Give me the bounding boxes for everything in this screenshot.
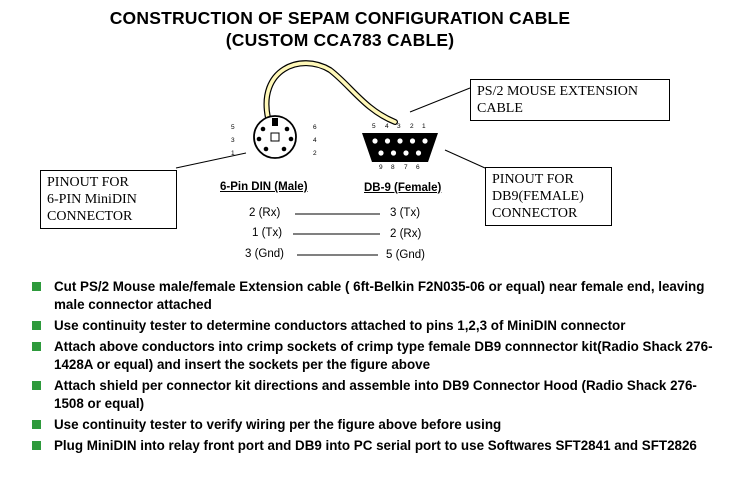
minidin-pin-label: 3 [231,137,235,144]
callout-line: 6-PIN MiniDIN [47,192,137,207]
instruction-text: Cut PS/2 Mouse male/female Extension cable ( 6ft-Belkin F2N035-06 or equal) near female end, leaving male connector attached [54,279,705,312]
wiring-din-label: 2 (Rx) [249,207,281,219]
minidin-pinout-callout [40,170,177,229]
minidin-pin-label: 2 [313,150,317,157]
list-item [30,278,720,314]
db9-pin-label: 6 [416,164,420,171]
callout-line: CONNECTOR [492,206,578,221]
list-item [30,377,720,413]
db9-pinout-callout [485,167,612,226]
bullet-square-icon [32,420,41,429]
ps2-cable-callout [470,79,670,121]
db9-pin-label: 2 [410,123,414,130]
minidin-pin-label: 6 [313,124,317,131]
db9-pin-label: 9 [379,164,383,171]
callout-line: PS/2 MOUSE EXTENSION [477,84,639,99]
minidin-pin-label: 1 [231,150,235,157]
wiring-din-label: 3 (Gnd) [245,248,284,260]
callout-line: CONNECTOR [47,209,133,224]
db9-pin-label: 1 [422,123,426,130]
bullet-square-icon [32,381,41,390]
bullet-square-icon [32,321,41,330]
instruction-text: Attach shield per connector kit directions and assemble into DB9 Connector Hood (Radio Shack 276-1508 or equal) [54,378,697,411]
instruction-list [30,278,720,458]
callout-line: DB9(FEMALE) [492,189,584,204]
minidin-pin-label: 5 [231,124,235,131]
instruction-text: Attach above conductors into crimp sockets of crimp type female DB9 connnector kit(Radio Shack 276-1428A or equal) and insert the sockets per the figure above [54,339,713,372]
minidin-pin-label: 4 [313,137,317,144]
list-item [30,416,720,434]
bullet-square-icon [32,441,41,450]
page-title: CONSTRUCTION OF SEPAM CONFIGURATION CABLE [109,8,571,28]
instruction-text: Use continuity tester to determine conductors attached to pins 1,2,3 of MiniDIN connector [54,318,626,333]
db9-pin-label: 7 [404,164,408,171]
db9-pin-label: 8 [391,164,395,171]
wiring-db9-label: 2 (Rx) [390,228,422,240]
page-subtitle: (CUSTOM CCA783 CABLE) [225,30,455,50]
wiring-db9-label: 5 (Gnd) [386,249,425,261]
db9-header: DB-9 (Female) [364,182,442,194]
cable-fill [266,63,395,122]
instruction-text: Use continuity tester to verify wiring per the figure above before using [54,417,502,432]
wiring-din-label: 1 (Tx) [252,227,283,239]
minidin-header: 6-Pin DIN (Male) [220,181,308,193]
db9-pin-label: 5 [372,123,376,130]
minidin-leader [176,153,246,168]
list-item [30,338,720,374]
list-item [30,437,720,455]
db9-pin-label: 3 [397,123,401,130]
instruction-text: Plug MiniDIN into relay front port and DB9 into PC serial port to use Softwares SFT2841 and SFT2826 [54,438,697,453]
db9-pin-label: 4 [385,123,389,130]
bullet-square-icon [32,282,41,291]
bullet-square-icon [32,342,41,351]
callout-line: PINOUT FOR [47,175,129,190]
db9-leader [445,150,485,168]
ps2-leader [410,88,470,112]
wiring-db9-label: 3 (Tx) [390,207,421,219]
list-item [30,317,720,335]
db9-connector [362,133,438,162]
minidin-connector [254,116,296,158]
callout-line: CABLE [477,101,523,116]
callout-line: PINOUT FOR [492,172,574,187]
